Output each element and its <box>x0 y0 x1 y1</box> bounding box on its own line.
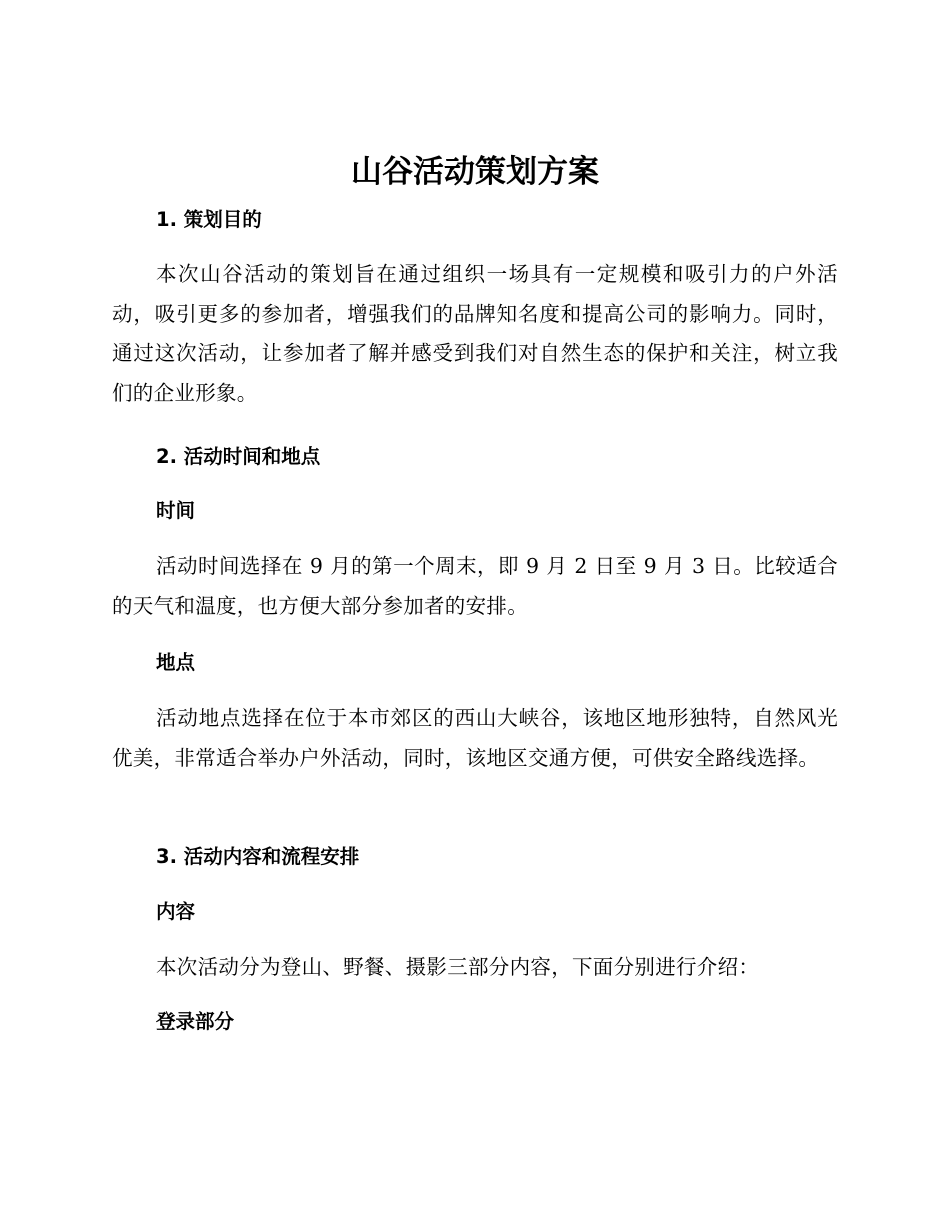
subheading-place: 地点 <box>156 651 196 674</box>
paragraph-purpose: 本次山谷活动的策划旨在通过组织一场具有一定规模和吸引力的户外活动，吸引更多的参加者，增强我们的品牌知名度和提高公司的影响力。同时，通过这次活动，让参加者了解并感受到我们对自然生态的保护和关注，树立我们的企业形象。 <box>112 262 838 405</box>
paragraph-content: 本次活动分为登山、野餐、摄影三部分内容，下面分别进行介绍： <box>156 955 760 979</box>
section-heading-purpose: 1. 策划目的 <box>156 208 262 231</box>
document-title: 山谷活动策划方案 <box>351 154 599 190</box>
subheading-hiking: 登录部分 <box>156 1010 235 1033</box>
section-heading-time-place: 2. 活动时间和地点 <box>156 445 321 468</box>
subheading-time: 时间 <box>156 499 196 522</box>
subheading-content: 内容 <box>156 900 196 923</box>
paragraph-time: 活动时间选择在 9 月的第一个周末，即 9 月 2 日至 9 月 3 日。比较适合的天气和温度，也方便大部分参加者的安排。 <box>112 554 838 618</box>
section-heading-content-flow: 3. 活动内容和流程安排 <box>156 845 360 868</box>
paragraph-place: 活动地点选择在位于本市郊区的西山大峡谷，该地区地形独特，自然风光优美，非常适合举办户外活动，同时，该地区交通方便，可供安全路线选择。 <box>112 706 838 770</box>
